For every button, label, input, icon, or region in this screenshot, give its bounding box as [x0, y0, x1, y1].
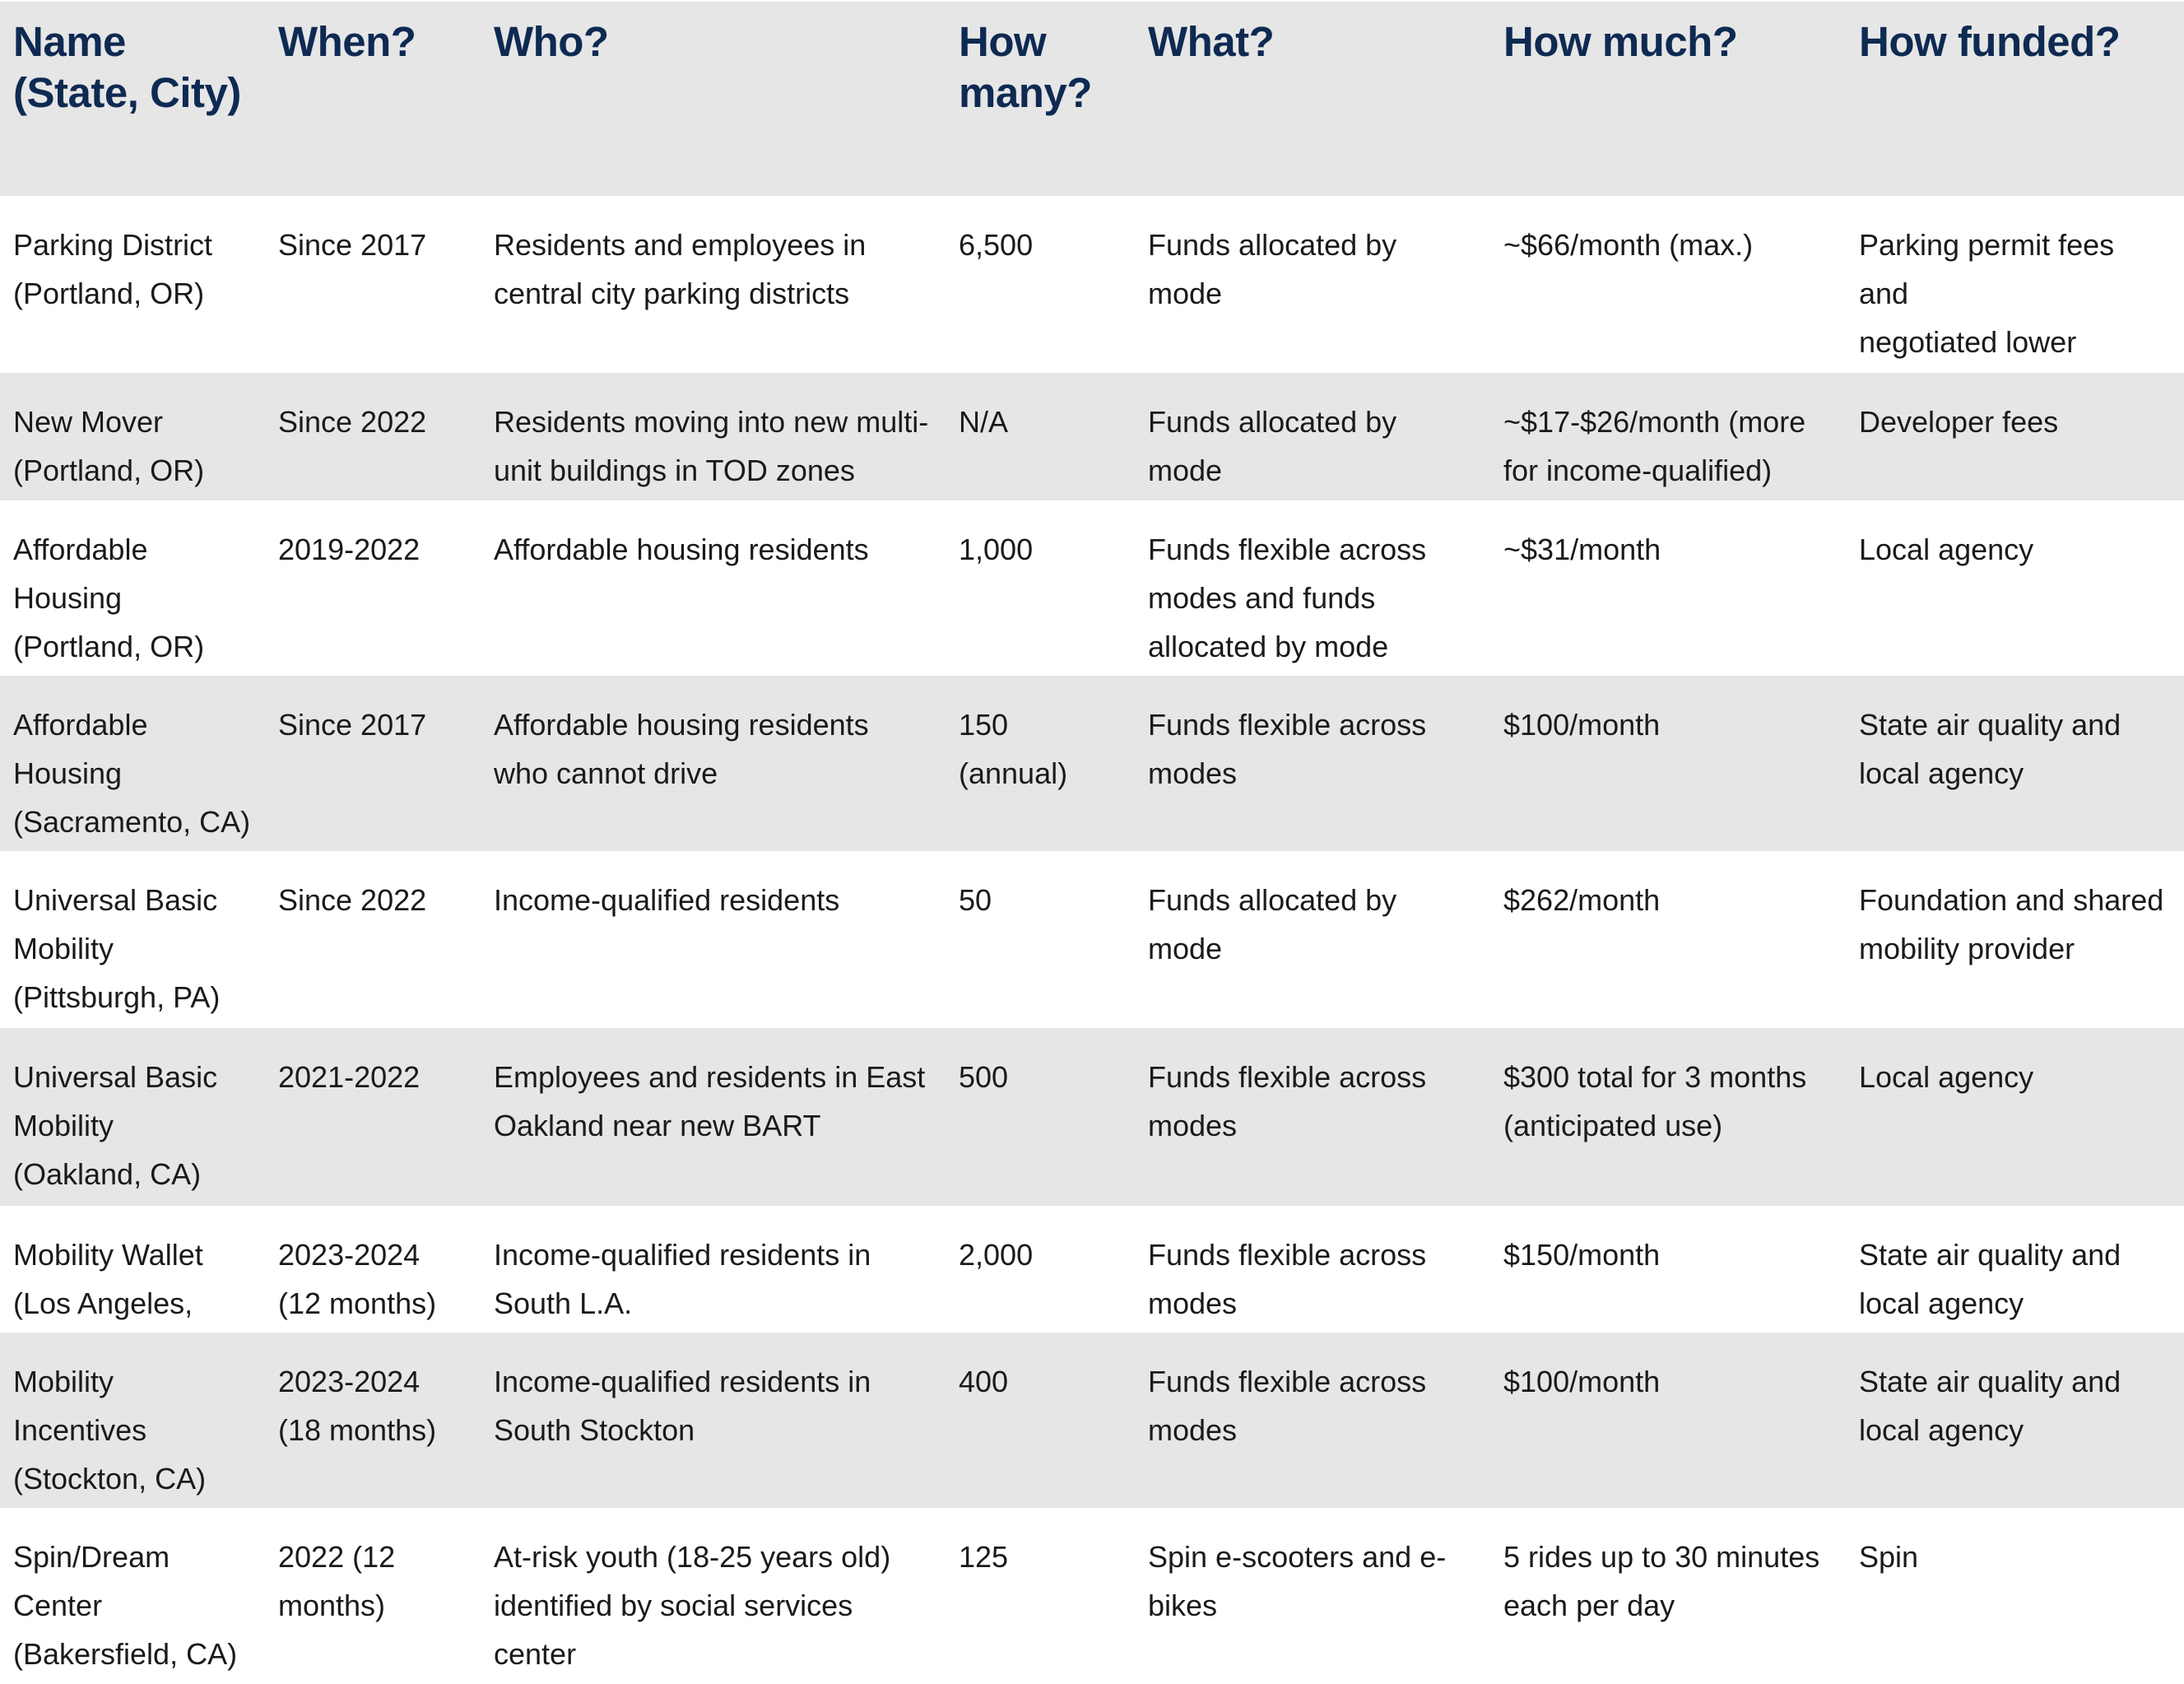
cell-what: Spin e-scooters and e- bikes — [1148, 1540, 1447, 1622]
cell-how-many: 125 — [959, 1540, 1009, 1574]
cell-how-many: 2,000 — [959, 1238, 1034, 1272]
cell-name: New Mover (Portland, OR) — [13, 405, 205, 487]
cell-who: Residents and employees in central city parking districts — [494, 228, 867, 310]
cell-name: Spin/Dream Center (Bakersfield, CA) — [13, 1540, 238, 1671]
cell-how-funded: State air quality and local agency — [1859, 1365, 2121, 1447]
cell-who: Residents moving into new multi- unit buildings in TOD zones — [494, 405, 929, 487]
cell-when: 2023-2024 (18 months) — [278, 1365, 437, 1447]
cell-who: Income-qualified residents in South L.A. — [494, 1238, 871, 1320]
cell-name: Mobility Wallet (Los Angeles, — [13, 1238, 203, 1320]
header-who: Who? — [494, 18, 609, 65]
cell-when: 2022 (12 months) — [278, 1540, 396, 1622]
cell-who: Affordable housing residents — [494, 533, 869, 566]
cell-who: At-risk youth (18-25 years old) identified by social services center — [494, 1540, 891, 1671]
table-row — [0, 1333, 2184, 1508]
cell-how-many: 150 (annual) — [959, 708, 1068, 790]
cell-what: Funds flexible across modes and funds allocated by mode — [1148, 533, 1427, 663]
cell-who: Income-qualified residents — [494, 883, 840, 917]
cell-how-many: N/A — [959, 405, 1009, 439]
table-row — [0, 676, 2184, 851]
cell-who: Employees and residents in East Oakland near new BART — [494, 1060, 926, 1142]
cell-how-much: $100/month — [1503, 708, 1661, 742]
cell-how-many: 500 — [959, 1060, 1009, 1094]
cell-when: Since 2022 — [278, 405, 427, 439]
cell-how-much: $262/month — [1503, 883, 1661, 917]
cell-how-many: 400 — [959, 1365, 1009, 1398]
cell-how-much: $150/month — [1503, 1238, 1661, 1272]
cell-what: Funds flexible across modes — [1148, 1060, 1427, 1142]
table-row — [0, 851, 2184, 1028]
table-row — [0, 500, 2184, 676]
cell-name: Parking District (Portland, OR) — [13, 228, 213, 310]
cell-how-many: 6,500 — [959, 228, 1034, 262]
cell-how-much: ~$66/month (max.) — [1503, 228, 1754, 262]
cell-when: Since 2022 — [278, 883, 427, 917]
cell-name: Mobility Incentives (Stockton, CA) — [13, 1365, 207, 1496]
cell-what: Funds flexible across modes — [1148, 1365, 1427, 1447]
cell-how-funded: Spin — [1859, 1540, 1919, 1574]
cell-how-many: 1,000 — [959, 533, 1034, 566]
table-row — [0, 1508, 2184, 1682]
cell-how-funded: Local agency — [1859, 533, 2034, 566]
cell-who: Income-qualified residents in South Stockton — [494, 1365, 871, 1447]
table-row — [0, 373, 2184, 500]
table-row — [0, 1206, 2184, 1333]
cell-how-much: ~$17-$26/month (more for income-qualified) — [1503, 405, 1806, 487]
cell-name: Affordable Housing (Sacramento, CA) — [13, 708, 251, 839]
cell-when: 2023-2024 (12 months) — [278, 1238, 437, 1320]
cell-who: Affordable housing residents who cannot drive — [494, 708, 869, 790]
cell-how-much: 5 rides up to 30 minutes each per day — [1503, 1540, 1820, 1622]
cell-how-many: 50 — [959, 883, 992, 917]
cell-what: Funds flexible across modes — [1148, 1238, 1427, 1320]
cell-when: Since 2017 — [278, 228, 427, 262]
cell-how-much: ~$31/month — [1503, 533, 1661, 566]
header-how-funded: How funded? — [1859, 18, 2121, 65]
header-name: Name (State, City) — [13, 18, 241, 116]
header-when: When? — [278, 18, 416, 65]
cell-how-funded: Foundation and shared mobility provider — [1859, 883, 2164, 965]
cell-name: Affordable Housing (Portland, OR) — [13, 533, 205, 663]
cell-how-funded: State air quality and local agency — [1859, 1238, 2121, 1320]
cell-what: Funds allocated by mode — [1148, 883, 1397, 965]
header-how-much: How much? — [1503, 18, 1738, 65]
cell-what: Funds flexible across modes — [1148, 708, 1427, 790]
cell-how-much: $100/month — [1503, 1365, 1661, 1398]
cell-name: Universal Basic Mobility (Oakland, CA) — [13, 1060, 218, 1191]
table-row — [0, 1028, 2184, 1206]
cell-name: Universal Basic Mobility (Pittsburgh, PA) — [13, 883, 221, 1014]
cell-how-much: $300 total for 3 months (anticipated use) — [1503, 1060, 1807, 1142]
cell-how-funded: State air quality and local agency — [1859, 708, 2121, 790]
cell-what: Funds allocated by mode — [1148, 228, 1397, 310]
cell-how-funded: Developer fees — [1859, 405, 2059, 439]
header-what: What? — [1148, 18, 1275, 65]
cell-how-funded: Local agency — [1859, 1060, 2034, 1094]
cell-when: 2021-2022 — [278, 1060, 421, 1094]
cell-when: Since 2017 — [278, 708, 427, 742]
table-header-row — [0, 0, 2184, 196]
header-how-many: How many? — [959, 18, 1092, 116]
table-row — [0, 196, 2184, 373]
cell-how-funded: Parking permit fees and negotiated lower — [1859, 228, 2115, 359]
cell-when: 2019-2022 — [278, 533, 421, 566]
cell-what: Funds allocated by mode — [1148, 405, 1397, 487]
